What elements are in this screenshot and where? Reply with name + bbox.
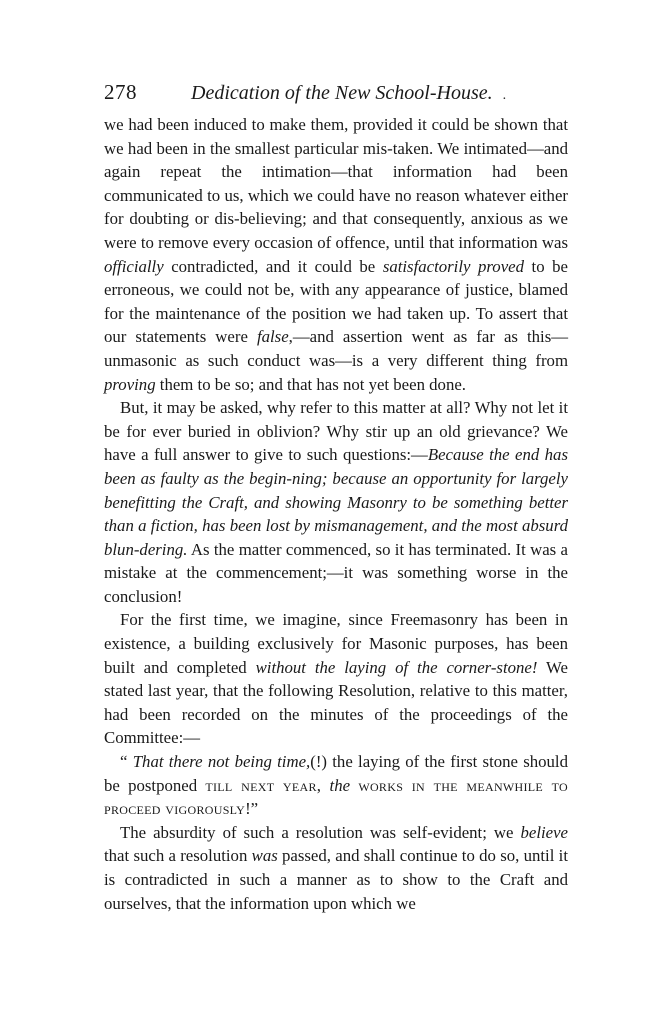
italic-text: believe [520, 822, 568, 842]
text-run: we had been induced to make them, provided it could be shown that we had been in the smallest particular mis-taken. We intimated—and again repeat the intimation—that information had been communicated to us, which we could have no reason whatever either for doubting or dis-believing; and that consequently, anxious as we were to remove every occasion of offence, until that information was [104, 115, 568, 252]
paragraph [104, 821, 568, 915]
italic-text: without the laying of the corner-stone! [255, 657, 538, 677]
italic-text: satisfactorily proved [382, 256, 524, 276]
italic-text: That there not being time, [132, 752, 311, 772]
running-title: Dedication of the New School-House. [191, 82, 493, 104]
paragraph [104, 396, 568, 608]
text-run: For the first time, we imagine, since Freemasonry has been in existence, a building exclusively for Masonic purposes, has been built and completed [104, 610, 568, 677]
italic-text: proving [104, 374, 156, 394]
text-run: But, it may be asked, why refer to this matter at all? Why not let it be for ever buried in oblivion? Why stir up an old grievance? We have a full answer to give to such questions:— [104, 398, 568, 465]
page-number: 278 [104, 80, 137, 104]
text-run: ,—and assertion went as far as this—unmasonic as such conduct was—is a very different thing from [104, 327, 568, 370]
paragraph [104, 113, 568, 396]
text-run: The absurdity of such a resolution was self-evident; we [120, 822, 521, 842]
page-header [104, 78, 568, 110]
text-run: them to be so; and that has not yet been done. [155, 374, 466, 394]
text-run: (!) the laying of the first stone should be postponed [104, 752, 568, 795]
text-run: As the matter commenced, so it has terminated. It was a mistake at the commencement;—it was something worse in the conclusion! [104, 539, 568, 606]
small-caps-text: works in the meanwhile to proceed vigorously [104, 775, 569, 819]
italic-text: false [256, 327, 289, 347]
paragraph [104, 608, 568, 750]
italic-text: Because the end has been as faulty as the begin-ning; because an opportunity for largely benefitting the Craft, and showing Masonry to be something better than a fiction, has been lost by mismanagement, and the most absurd blun-dering. [104, 445, 568, 559]
italic-text: was [251, 846, 278, 866]
paragraph [104, 750, 568, 821]
header-mark: . [502, 88, 507, 103]
text-run [321, 776, 329, 795]
italic-text: officially [104, 256, 164, 276]
text-run: to be erroneous, we could not be, with any appearance of justice, blamed for the maintenance of the position we had taken up. To assert that our statements were [104, 256, 568, 347]
text-run: passed, and shall continue to do so, until it is contradicted in such a manner as to show to the Craft and ourselves, that the information upon which we [104, 846, 568, 913]
text-run: that such a resolution [104, 846, 252, 866]
italic-text: the [329, 775, 351, 795]
text-run: !” [245, 799, 259, 819]
text-run: contradicted, and it could be [163, 256, 383, 276]
text-run: “ [120, 752, 133, 772]
text-run: We stated last year, that the following Resolution, relative to this matter, had been recorded on the minutes of the proceedings of the Committee:— [104, 657, 568, 748]
small-caps-text: till next year, [205, 775, 322, 795]
body-text [104, 113, 568, 915]
